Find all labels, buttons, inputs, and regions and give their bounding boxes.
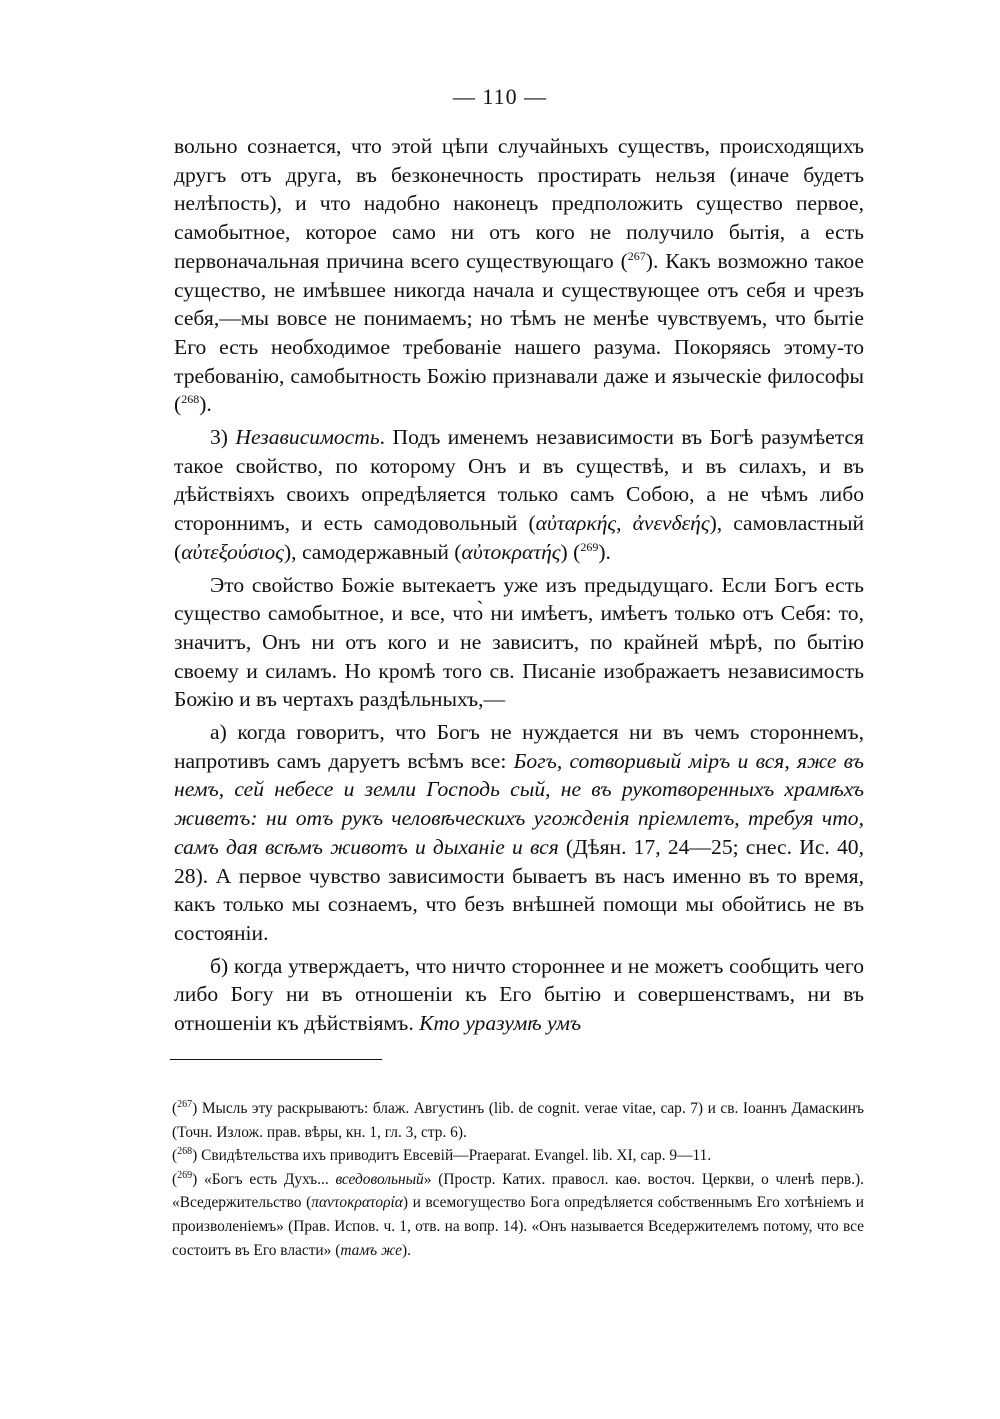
text-run: ), самовластный ( xyxy=(174,511,865,564)
text-run: . Подъ именемъ независимости въ Богѣ разумѣется такое свойство, по которому Онъ и въ существѣ, и въ силахъ, и въ дѣйствіяхъ своихъ опредѣляется только самъ Собою, а не чѣмъ либо стороннимъ, и есть самодовольный ( xyxy=(174,425,864,536)
italic-text-run: αὐταρκής, ἀνενδεής xyxy=(535,511,710,536)
paragraph xyxy=(174,718,864,948)
text-run: ). Какъ возможно такое существо, не имѣвшее никогда начала и существующее отъ себя и чрезъ себя,—мы вовсе не понимаемъ; но тѣмъ не менѣе чувствуемъ, что бытіе Его есть необходимое требованіе нашего разума. Покоряясь этому-то требованію, самобытность Божію признавали даже и языческіе философы ( xyxy=(174,248,864,417)
italic-text-run: Кто уразумѣ умъ xyxy=(419,1011,582,1036)
italic-text-run: αὐτοκρατής xyxy=(461,539,561,564)
footnote-reference: 268 xyxy=(181,392,200,407)
footnote-reference: 269 xyxy=(580,539,599,554)
footnote-marker-number: 268 xyxy=(177,1146,193,1158)
footnote xyxy=(172,1144,864,1168)
footnote-marker-number: 267 xyxy=(177,1098,193,1110)
footnotes xyxy=(172,1097,864,1262)
footnote xyxy=(172,1168,864,1262)
text-run: Это свойство Божіе вытекаетъ уже изъ предыдущаго. Если Богъ есть существо самобытное, и все, что̀ ни имѣетъ, имѣетъ только отъ Себя: то, значитъ, Онъ ни отъ кого и не зависитъ, по крайней мѣрѣ, по бытію своему и силамъ. Но кромѣ того св. Писаніе изображаетъ независимость Божію и въ чертахъ раздѣльныхъ,— xyxy=(174,572,864,712)
text-run: Мысль эту раскрываютъ: блаж. Августинъ (lib. de cognit. verae vitae, cap. 7) и св. Іоаннъ Дамаскинъ (Точн. Излож. прав. вѣры, кн. 1, гл. 3, стр. 6). xyxy=(172,1100,864,1141)
text-run: ). xyxy=(401,1241,411,1259)
footnote-marker-close: ) xyxy=(192,1100,198,1117)
italic-text-run: Независимость xyxy=(235,425,380,450)
text-run: ), самодержавный ( xyxy=(283,539,462,564)
footnote-marker-close: ) xyxy=(192,1170,198,1188)
text-run: а) когда говоритъ, что Богъ не нуждается ни въ чемъ стороннемъ, напротивъ самъ даруетъ всѣмъ все: xyxy=(174,720,864,773)
paragraph xyxy=(174,132,864,419)
main-text xyxy=(174,132,864,1038)
italic-text-run: вседовольный xyxy=(335,1170,424,1188)
text-run: «Богъ есть Духъ... xyxy=(197,1170,336,1188)
text-run: 3) xyxy=(210,425,236,450)
paragraph xyxy=(174,423,864,567)
page-number: — 110 — xyxy=(452,84,548,109)
footnote-marker xyxy=(172,1171,197,1188)
footnote-divider xyxy=(170,1059,382,1060)
text-run: » (Простр. Катих. правосл. каѳ. восточ. Церкви, о членѣ перв.). «Вседержительство ( xyxy=(172,1170,864,1212)
text-run: Свидѣтельства ихъ приводитъ Евсевій—Praeparat. Evangel. lib. XI, cap. 9—11. xyxy=(197,1147,712,1165)
text-run: ) и всемогущество Бога опредѣляется собственнымъ Его хотѣніемъ и произволеніемъ» (Прав. Испов. ч. 1, отв. на вопр. 14). «Онъ называется Вседержителемъ потому, что все состоитъ въ Его власти» ( xyxy=(172,1194,865,1259)
text-run: б) когда утверждаетъ, что ничто стороннее и не можетъ сообщить чего либо Богу ни въ отношеніи къ Его бытію и совершенствамъ, ни въ отношеніи къ дѣйствіямъ. xyxy=(174,953,864,1036)
footnote-marker xyxy=(172,1100,197,1117)
footnote-marker-open: ( xyxy=(172,1170,178,1188)
footnote-marker-open: ( xyxy=(172,1100,178,1117)
paragraph xyxy=(174,952,864,1038)
footnote-reference: 267 xyxy=(627,248,646,263)
text-run: ) ( xyxy=(560,539,581,564)
footnote-marker-close: ) xyxy=(192,1147,198,1165)
italic-text-run: Богъ, сотворивый міръ и вся, яже въ немъ, сей небесе и земли Господь сый, не въ рукотворенныхъ храмѣхъ живетъ: ни отъ рукъ человѣческихъ угожденія пріемлетъ, требуя что, самъ дая всѣмъ животъ и дыханіе и вся xyxy=(174,748,864,859)
footnote-marker-open: ( xyxy=(172,1147,178,1165)
text-run: вольно сознается, что этой цѣпи случайныхъ существъ, происходящихъ другъ отъ друга, въ безконечность простирать нельзя (иначе будетъ нелѣпость), и что надобно наконецъ предположить существо первое, самобытное, которое само ни отъ кого не получило бытія, а есть первоначальная причина всего существующаго ( xyxy=(174,134,864,273)
paragraph xyxy=(174,571,864,715)
footnote-marker-number: 269 xyxy=(177,1169,193,1181)
text-run: ). xyxy=(598,539,611,564)
italic-text-run: παντοκρατορία xyxy=(311,1194,403,1212)
text-run: (Дѣян. 17, 24—25; снес. Ис. 40, 28). А первое чувство зависимости бываетъ въ насъ именно въ то время, какъ только мы сознаемъ, что безъ внѣшней помощи мы обойтись не въ состояніи. xyxy=(174,834,864,945)
text-run: ). xyxy=(199,392,212,417)
italic-text-run: тамъ же xyxy=(340,1241,402,1259)
footnote-marker xyxy=(172,1147,197,1164)
footnote xyxy=(172,1097,864,1144)
italic-text-run: αὐτεξούσιος xyxy=(181,539,284,564)
